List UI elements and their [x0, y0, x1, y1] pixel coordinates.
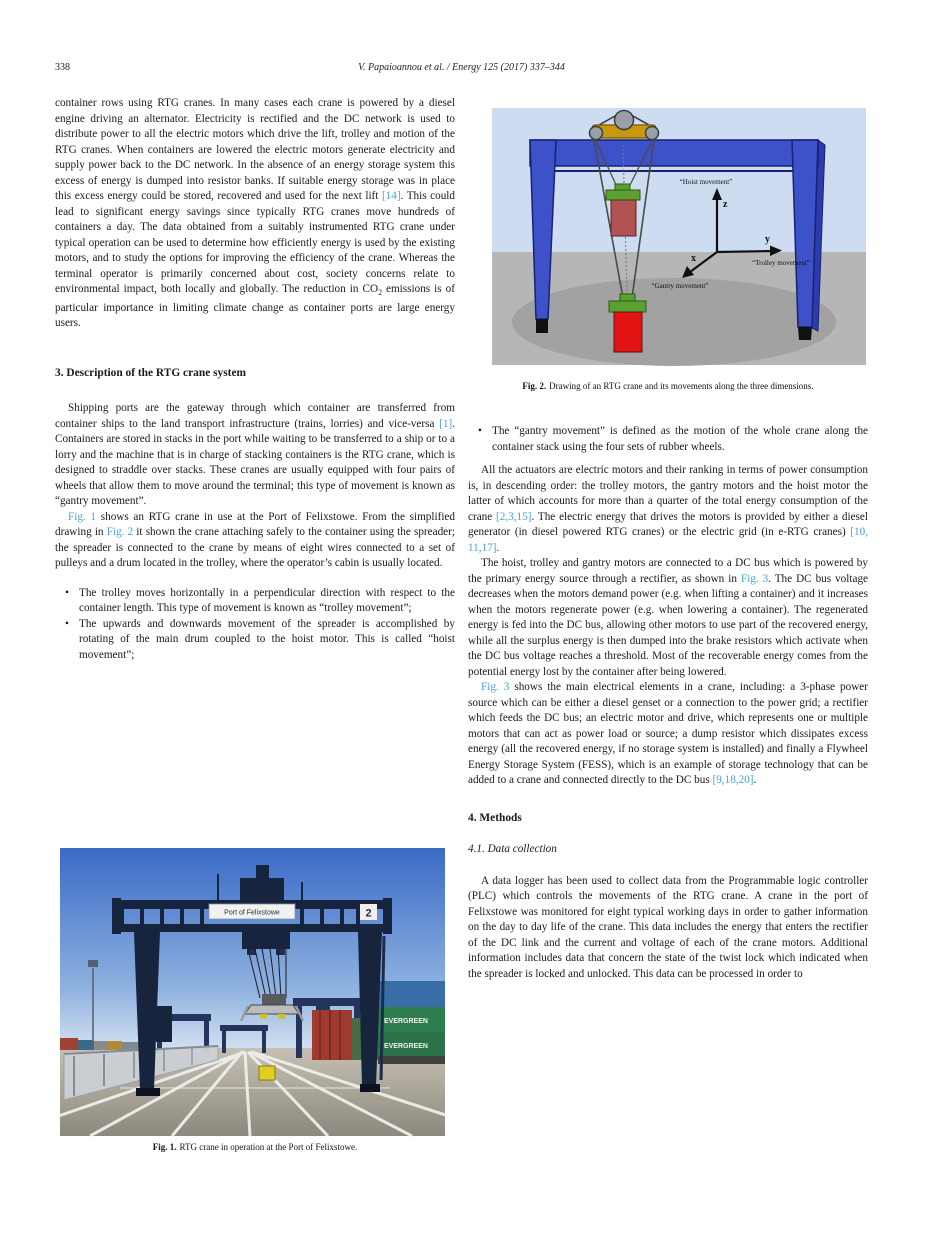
text-run: it shown the crane attaching safely to the container using the spreader; the spreader is connected to the crane by means of eight wires connected to a set of pulleys and a drum located in the trolley, where the operator’s cabin is usually located.: [55, 526, 455, 570]
intro-paragraph: [55, 96, 455, 332]
citation-link[interactable]: [2,3,15]: [496, 510, 532, 523]
text-run: . The electric energy that drives the motors is provided by either a diesel generator (in diesel powered RTG cranes) or the electric grid (in e-RTG cranes): [468, 510, 868, 538]
text-run: The trolley moves horizontally in a perpendicular direction with respect to the container length. This type of movement is known as “trolley movement”;: [79, 586, 455, 615]
running-title: V. Papaioannou et al. / Energy 125 (2017) 337–344: [358, 62, 565, 73]
fig2-caption-label: Fig. 2.: [522, 381, 547, 391]
paragraph-fig1-fig2: [55, 510, 455, 572]
crane-number-box: [360, 904, 377, 920]
figure-2: [483, 100, 875, 372]
subsection-41-heading: 4.1. Data collection: [468, 843, 557, 855]
ground-shadow: [512, 278, 836, 366]
section-4-heading: 4. Methods: [468, 811, 522, 824]
text-run: The upwards and downwards movement of the spreader is accomplished by rotating of the main drum coupled to the hoist motor. This is called “hoist movement”;: [79, 617, 455, 661]
fig2-drawing: [483, 100, 875, 372]
text-run: . This could lead to significant energy savings since typically RTG cranes move hundreds of containers a day. The data obtained from a suitably instrumented RTG crane under typical operation can be used to determine how efficiently energy is used by the existing motors, and to study the options for improving the efficiency of the crane. Whereas the terminal operator is primarily concerned about cost, society concerns relate to environmental impact, both locally and globally. The reduction in CO: [55, 190, 455, 295]
figure-ref[interactable]: Fig. 2: [106, 526, 134, 539]
paragraph-dc-bus: [468, 556, 868, 680]
gantry-movement-label: “Gantry movement”: [651, 282, 709, 290]
text-run: 2: [378, 288, 382, 298]
figure-ref[interactable]: Fig. 3: [740, 572, 769, 585]
fig2-caption: [468, 381, 868, 393]
paragraph-actuators: [468, 463, 868, 556]
fig2-caption-text: Drawing of an RTG crane and its movements along the three dimensions.: [549, 381, 814, 391]
fig1-caption-text: RTG crane in operation at the Port of Felixstowe.: [179, 1142, 358, 1152]
text-run: . The DC bus voltage decreases when the motors demand power (e.g. when lifting a container) and it increases when the motors regenerate power (e.g. when lowering a container). The regenerated energy is fed into the DC bus, allowing other motors to use part of the recovered energy, while all the surplus energy is then dumped into the brake resistors which activate when the DC bus voltage reaches a threshold. Most of the recoverable energy comes from the potential energy lost by the container after being lowered.: [468, 572, 868, 678]
fig1-photo: [60, 848, 445, 1137]
paragraph-fig3-elements: [468, 680, 868, 789]
left-foot: [536, 319, 548, 333]
bullet-hoist-movement: [55, 617, 455, 664]
text-run: emissions is of particular importance in limiting climate change as container ports are large energy users.: [55, 283, 455, 330]
text-run: container rows using RTG cranes. In many cases each crane is powered by a diesel engine driving an alternator. Electricity is rectified and the DC network is used to distribute power to all the electric motors which drive the lift, trolley and motion of the RTG cranes. When containers are lowered the electric motors generate electricity and supply power back to the DC network. In the absence of an energy storage system this excess of energy is dumped into resistor banks. If suitable energy storage was in place this excess energy could be stored, recovered and used for the next lift: [55, 97, 455, 202]
trolley: [242, 932, 290, 949]
trolley-movement-label: “Trolley movement”: [752, 259, 810, 267]
text-run: . Containers are stored in stacks in the port while waiting to be transferred to a ship or to a lorry and the machine that is in charge of stacking containers is the RTG crane, which is designed to straddle over stacks. These cranes are usually equipped with four pairs of wheels that allow them to move around the terminal; this type of movement is known as “gantry movement”.: [55, 417, 455, 508]
section-3-heading: 3. Description of the RTG crane system: [55, 366, 246, 379]
axis-y-label: y: [765, 234, 770, 245]
movement-bullet-list: [55, 586, 455, 664]
text-run: A data logger has been used to collect data from the Programmable logic controller (PLC) which controls the movements of the RTG crane. A crane in the port of Felixstowe was monitored for eight typical working days in order to gather information on the day to day life of the crane. This data includes the energy that enters the rectifier of the DC link and the current and voltage of each of the crane motors. Additional information includes data that concern the state of the twist lock which indicated when the spreader is locked and unlocked. This data can be processed in order to: [468, 874, 868, 980]
paragraph-shipping-ports: [55, 401, 455, 510]
citation-link[interactable]: [10, 11,17]: [468, 526, 868, 554]
page-number: 338: [55, 62, 70, 73]
hoist-movement-label: “Hoist movement”: [679, 178, 733, 186]
text-run: The hoist, trolley and gantry motors are connected to a DC bus which is powered by the primary energy source through a rectifier, as shown in: [468, 557, 868, 585]
right-column: [468, 424, 868, 982]
spreader-container-mid: [606, 184, 640, 236]
paragraph-data-collection: [468, 874, 868, 983]
evergreen-label-top: EVERGREEN: [384, 1018, 428, 1025]
citation-link[interactable]: [9,18,20]: [712, 774, 754, 786]
figure-1: [60, 848, 445, 1137]
text-run: .: [753, 774, 757, 786]
leg-cabinet: [156, 1006, 172, 1042]
text-run: Shipping ports are the gateway through which container are transferred from container ships to the land transport infrastructure (trains, lorries) and vice-versa: [55, 402, 455, 430]
figure-ref[interactable]: Fig. 3: [481, 681, 510, 693]
text-run: shows the main electrical elements in a crane, including: a 3-phase power source which can be either a diesel genset or a connection to the power grid; a rectifier which feeds the DC bus; an electric motor and drive, which represents one or multiple motors that can act as power load or source; a dump resistor which dissipates excess energy (all the recovered energy, if no storage system is installed) and finally a Flywheel Energy Storage System (FESS), which is an example of storage technology that can be added to a crane and connected directly to the DC bus: [468, 681, 868, 786]
text-run: .: [496, 541, 500, 554]
bullet-gantry-movement: [468, 424, 868, 455]
text-run: The “gantry movement” is defined as the motion of the whole crane along the container stack using the four sets of rubber wheels.: [492, 425, 868, 453]
fig1-caption: [55, 1142, 455, 1154]
citation-link[interactable]: [14]: [381, 190, 401, 202]
gantry-bullet-list: [468, 424, 868, 455]
spreader-container-bottom: [609, 294, 646, 352]
axis-x-label: x: [691, 253, 696, 264]
text-run: shows an RTG crane in use at the Port of Felixstowe. From the simplified drawing in: [55, 510, 455, 539]
citation-link[interactable]: [1]: [439, 417, 453, 430]
left-column: [55, 96, 455, 663]
fig1-caption-label: Fig. 1.: [152, 1142, 177, 1152]
running-header: [55, 62, 868, 73]
right-foot: [798, 327, 812, 340]
yellow-box: [259, 1066, 275, 1080]
sign-text: Port of Felixstowe: [224, 909, 280, 917]
evergreen-label-bottom: EVERGREEN: [384, 1043, 428, 1050]
crane-number: 2: [365, 907, 372, 920]
axis-z-label: z: [723, 199, 728, 210]
crane-sign: [209, 904, 295, 919]
figure-ref[interactable]: Fig. 1: [68, 510, 97, 523]
text-run: All the actuators are electric motors and their ranking in terms of power consumption is, in descending order: the trolley motors, the gantry motors and the hoist motor the latter of which accounts for more than a quarter of the total energy consumption of the crane: [468, 464, 868, 523]
bullet-trolley-movement: [55, 586, 455, 617]
